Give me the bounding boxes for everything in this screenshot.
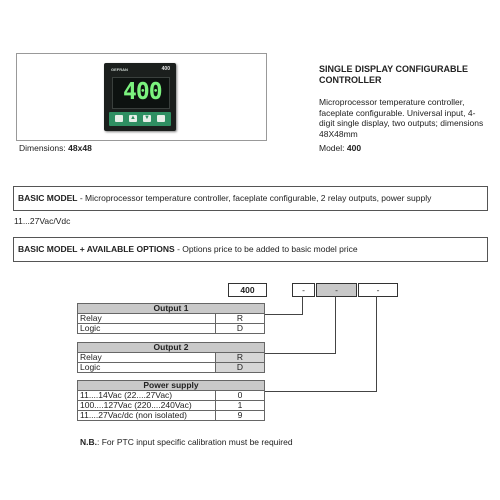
option-label: Relay <box>78 314 216 324</box>
code-power-box: - <box>358 283 398 297</box>
options-text: - Options price to be added to basic model price <box>174 244 358 254</box>
product-title: SINGLE DISPLAY CONFIGURABLE CONTROLLER <box>319 64 469 85</box>
table-row <box>78 401 265 411</box>
option-label: 100....127Vac (220....240Vac) <box>78 401 216 411</box>
table-row <box>78 363 265 373</box>
connector-line-2h <box>265 353 336 354</box>
output1-table <box>77 303 265 334</box>
options-label: BASIC MODEL + AVAILABLE OPTIONS <box>18 244 175 254</box>
output1-header: Output 1 <box>78 304 265 314</box>
dimensions-value: 48x48 <box>68 143 92 153</box>
option-label: Relay <box>78 353 216 363</box>
connector-line-3h <box>265 391 377 392</box>
product-description: Microprocessor temperature controller, faceplate configurable. Universal input, 4-digit single display, two outputs; dimensions 48X48mm <box>319 97 484 139</box>
option-code: 1 <box>216 401 265 411</box>
model-line <box>319 143 361 153</box>
option-label: Logic <box>78 363 216 373</box>
option-label: Logic <box>78 324 216 334</box>
model-value: 400 <box>346 143 362 153</box>
power-supply-table <box>77 380 265 421</box>
power-supply-header: Power supply <box>78 381 265 391</box>
options-box <box>13 237 488 262</box>
option-code: 0 <box>216 391 265 401</box>
basic-model-text: - Microprocessor temperature controller, faceplate configurable, 2 relay outputs, power supply 11...27Vac/Vdc <box>14 193 432 226</box>
footnote <box>80 437 293 447</box>
key-up-icon: ▲ <box>130 115 136 121</box>
connector-line-3 <box>376 296 377 392</box>
output2-header: Output 2 <box>78 343 265 353</box>
controller-photo <box>104 63 176 131</box>
option-code: D <box>216 324 265 334</box>
code-model-box: 400 <box>228 283 267 297</box>
device-keypad <box>109 112 171 126</box>
product-image-frame <box>16 53 267 141</box>
option-label: 11....14Vac (22....27Vac) <box>78 391 216 401</box>
key-f-icon <box>115 115 123 122</box>
option-code: R <box>216 353 265 363</box>
device-model: 400 <box>161 66 170 72</box>
basic-model-label: BASIC MODEL <box>18 193 78 203</box>
device-digits: 400 <box>123 79 162 105</box>
table-row <box>78 324 265 334</box>
table-row <box>78 411 265 421</box>
code-output1-box: - <box>292 283 315 297</box>
device-screen <box>112 77 170 109</box>
basic-model-box <box>13 186 488 226</box>
option-code: 9 <box>216 411 265 421</box>
option-label: 11....27Vac/dc (non isolated) <box>78 411 216 421</box>
table-row <box>78 353 265 363</box>
connector-line-2 <box>335 296 336 354</box>
key-enter-icon <box>157 115 165 122</box>
key-down-icon: ▼ <box>144 115 150 121</box>
connector-line-1h <box>265 314 303 315</box>
option-code: R <box>216 314 265 324</box>
dimensions-label: Dimensions: <box>19 143 66 153</box>
footnote-text: : For PTC input specific calibration must be required <box>97 437 293 447</box>
code-output2-box: - <box>316 283 357 297</box>
dimensions <box>19 143 92 153</box>
footnote-label: N.B. <box>80 437 97 447</box>
output2-table <box>77 342 265 373</box>
model-label: Model: <box>319 143 345 153</box>
option-code: D <box>216 363 265 373</box>
table-row <box>78 314 265 324</box>
connector-line-1 <box>302 296 303 315</box>
device-brand: GEFRAN <box>111 67 128 72</box>
table-row <box>78 391 265 401</box>
